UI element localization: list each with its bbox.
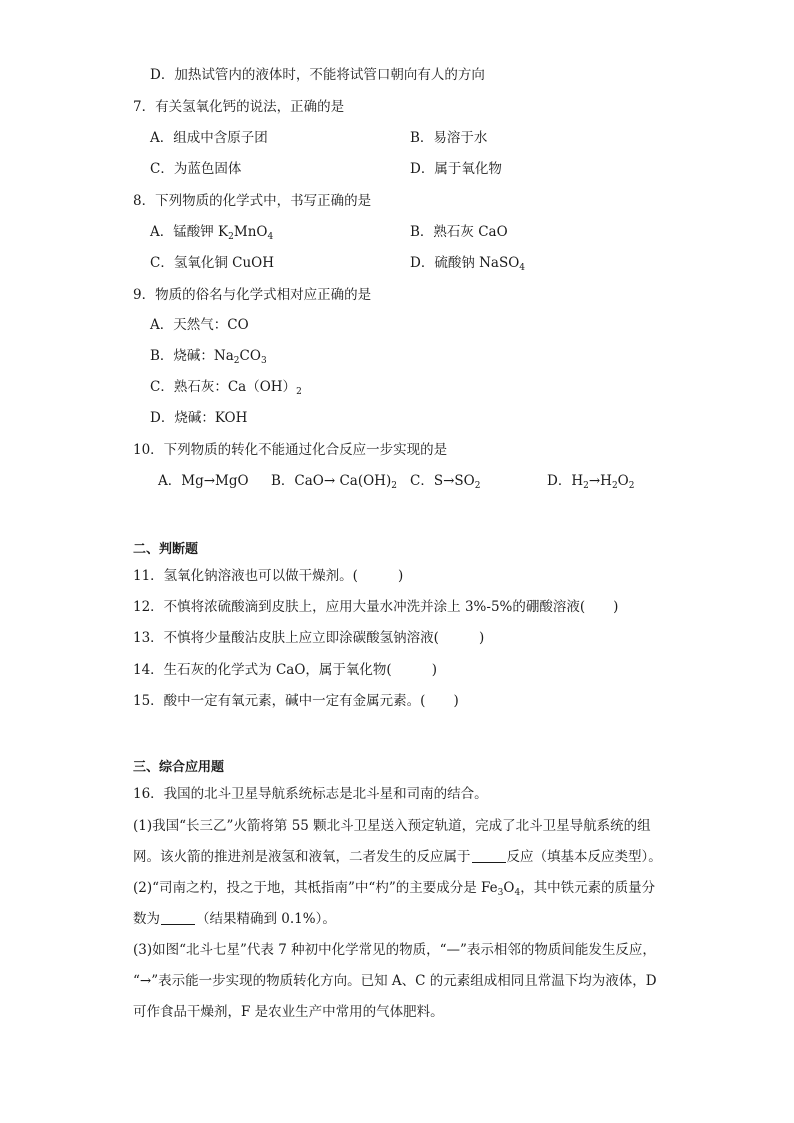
q6-option-d: D．加热试管内的液体时，不能将试管口朝向有人的方向 — [150, 67, 485, 83]
q13: 13．不慎将少量酸沾皮肤上应立即涂碳酸氢钠溶液( ) — [133, 630, 485, 646]
q10-option-c: C．$S\to SO_2$ — [410, 473, 481, 491]
q7-stem: 7．有关氢氧化钙的说法，正确的是 — [133, 99, 345, 115]
q10-stem: 10．下列物质的转化不能通过化合反应一步实现的是 — [133, 442, 448, 458]
q16-part3-line3: 可作食品干燥剂，F 是农业生产中常用的气体肥料。 — [133, 1004, 444, 1020]
q9-stem: 9．物质的俗名与化学式相对应正确的是 — [133, 287, 372, 303]
q10-option-a: A．Mg→MgO — [158, 473, 249, 489]
q16-part2-line2: 数为 （结果精确到 0.1%）。 — [133, 911, 336, 927]
q10-option-d: D．$H_2\to H_2O_2$ — [547, 473, 635, 491]
q9-option-a: A．天然气：CO — [150, 317, 249, 333]
q7-option-d: D．属于氧化物 — [410, 161, 502, 177]
q7-option-c: C．为蓝色固体 — [150, 161, 242, 177]
q16-part1-line2: 网。该火箭的推进剂是液氢和液氧，二者发生的反应属于 反应（填基本反应类型）。 — [133, 849, 662, 865]
q16-part3-line2: “→”表示能一步实现的物质转化方向。已知 A、C 的元素组成相同且常温下均为液体，D — [133, 973, 657, 989]
q12: 12．不慎将浓硫酸滴到皮肤上，应用大量水冲洗并涂上 3%-5%的硼酸溶液( ) — [133, 599, 619, 615]
q16-part1-line1: (1)我国“长三乙”火箭将第 55 颗北斗卫星送入预定轨道，完成了北斗卫星导航系统的组 — [133, 818, 651, 834]
q16-part1-answer-blank[interactable] — [472, 849, 506, 863]
q16-part2-answer-blank[interactable] — [161, 911, 195, 925]
section-3-title: 三、综合应用题 — [133, 760, 225, 775]
q16-part3-line1: (3)如图“北斗七星”代表 7 种初中化学常见的物质，“—”表示相邻的物质间能发生反应， — [133, 942, 656, 958]
q9-option-b: B．烧碱：$Na_2CO_3$ — [150, 348, 267, 366]
q8-option-d: D．硫酸钠 NaSO$_4$ — [410, 255, 526, 273]
q9-option-d: D．烧碱：KOH — [150, 410, 248, 426]
q15: 15．酸中一定有氧元素，碱中一定有金属元素。( ) — [133, 693, 459, 709]
q16-part2-line1: (2)“司南之杓，投之于地，其柢指南”中“杓”的主要成分是 $Fe_3O_4$，其中铁元素的质量分 — [133, 880, 656, 898]
q8-option-c: C．氢氧化铜 CuOH — [150, 255, 274, 271]
q7-option-a: A．组成中含原子团 — [150, 130, 268, 146]
q16-stem: 16．我国的北斗卫星导航系统标志是北斗星和司南的结合。 — [133, 786, 488, 802]
q8-stem: 8．下列物质的化学式中，书写正确的是 — [133, 193, 372, 209]
q11: 11．氢氧化钠溶液也可以做干燥剂。( ) — [133, 568, 404, 584]
q8-option-a: A．锰酸钾 $K_2MnO_4$ — [150, 224, 274, 242]
q9-option-c: C．熟石灰：$Ca(OH)_2$ — [150, 379, 302, 397]
section-2-title: 二、判断题 — [133, 542, 199, 557]
q8-option-b: B．熟石灰 CaO — [410, 224, 508, 240]
q10-option-b: B．$CaO\to Ca(OH)_2$ — [271, 473, 397, 491]
q7-option-b: B．易溶于水 — [410, 130, 488, 146]
q14: 14．生石灰的化学式为 CaO，属于氧化物( ) — [133, 662, 437, 678]
